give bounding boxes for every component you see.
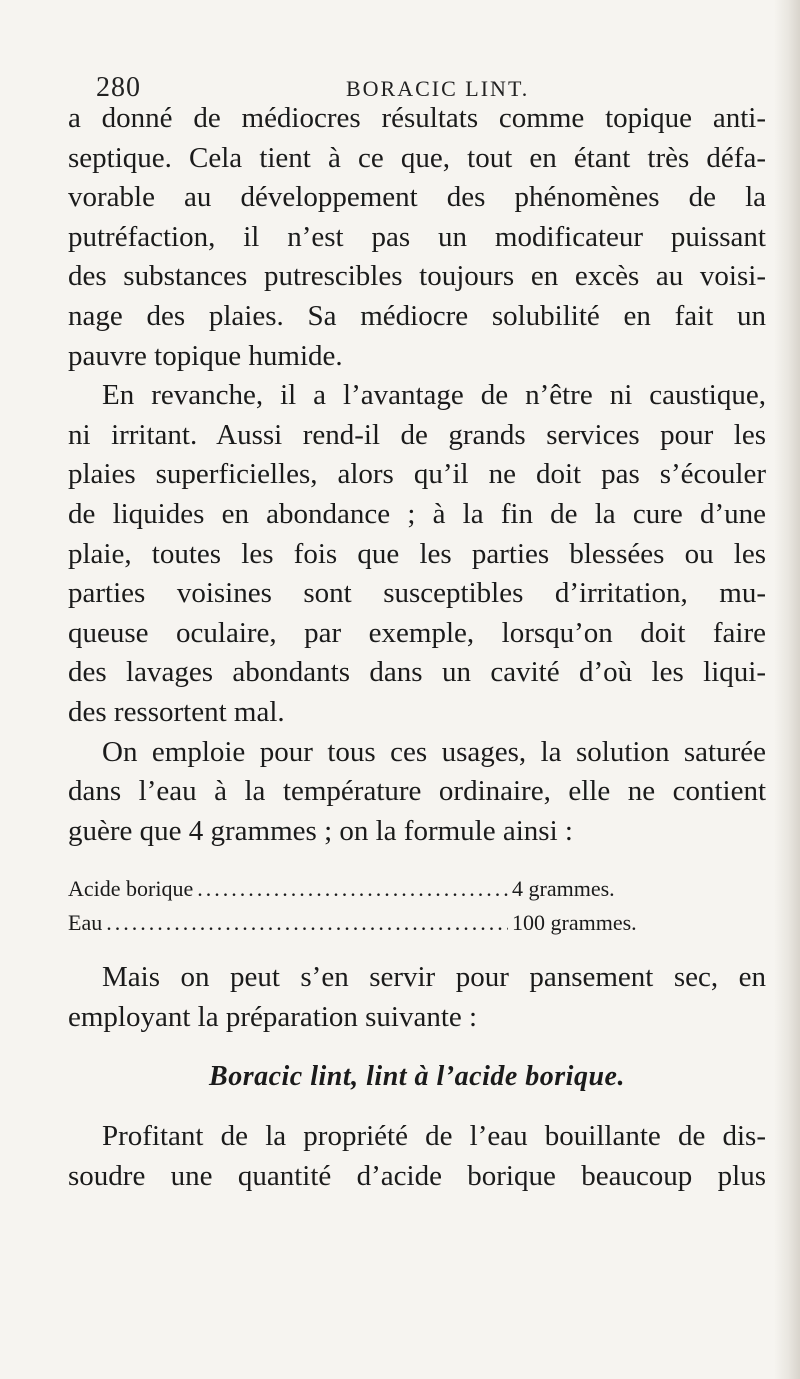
ingredient-quantity: 100 grammes. (512, 910, 637, 936)
page-number: 280 (96, 72, 141, 103)
text-line: septique. Cela tient à ce que, tout en étant très défa- (68, 141, 766, 174)
paragraph-2 (68, 376, 766, 732)
leader-dots (197, 872, 508, 906)
leader-dots (106, 906, 508, 940)
text-line: putréfaction, il n’est pas un modificateur puissant (68, 220, 766, 253)
text-line: vorable au développement des phénomènes de la (68, 181, 766, 214)
recipe-formula (68, 872, 766, 940)
paragraph-4 (68, 958, 766, 1037)
running-title: BORACIC LINT. (346, 76, 530, 101)
ingredient-quantity: 4 grammes. (512, 876, 615, 902)
text-line: plaies superficielles, alors qu’il ne doit pas s’écouler (68, 458, 766, 491)
text-line: de liquides en abondance ; à la fin de la cure d’une (68, 497, 766, 530)
text-line: pauvre topique humide. (68, 339, 343, 372)
text-line: ni irritant. Aussi rend-il de grands services pour les (68, 418, 766, 451)
recipe-row (68, 872, 690, 906)
text-line: Mais on peut s’en servir pour pansement sec, en (102, 961, 766, 994)
text-line: a donné de médiocres résultats comme topique anti- (68, 102, 766, 134)
text-line: En revanche, il a l’avantage de n’être ni caustique, (102, 379, 766, 412)
section-title: Boracic lint, lint à l’acide borique. (209, 1061, 625, 1093)
text-line: dans l’eau à la température ordinaire, elle ne contient (68, 775, 766, 808)
text-line: plaie, toutes les fois que les parties blessées ou les (68, 537, 766, 570)
page-edge-shadow (774, 0, 800, 1379)
text-line: des lavages abondants dans un cavité d’où les liqui- (68, 656, 766, 689)
text-line: On emploie pour tous ces usages, la solution saturée (102, 735, 766, 768)
text-line: employant la préparation suivante : (68, 1000, 478, 1033)
paragraph-1 (68, 99, 766, 376)
ingredient-name: Eau (68, 910, 103, 936)
text-line: des ressortent mal. (68, 695, 285, 728)
text-line: des substances putrescibles toujours en excès au voisi- (68, 260, 766, 293)
text-line: nage des plaies. Sa médiocre solubilité en fait un (68, 299, 766, 332)
body-text (68, 99, 766, 1196)
paragraph-5 (68, 1117, 766, 1196)
text-line: guère que 4 grammes ; on la formule ainsi : (68, 814, 573, 847)
paragraph-3 (68, 733, 766, 852)
text-line: queuse oculaire, par exemple, lorsqu’on doit faire (68, 616, 766, 649)
text-line: soudre une quantité d’acide borique beaucoup plus (68, 1159, 766, 1192)
text-line: parties voisines sont susceptibles d’irritation, mu- (68, 577, 766, 610)
recipe-row (68, 906, 690, 940)
text-line: Profitant de la propriété de l’eau bouillante de dis- (102, 1120, 766, 1153)
ingredient-name: Acide borique (68, 876, 194, 902)
